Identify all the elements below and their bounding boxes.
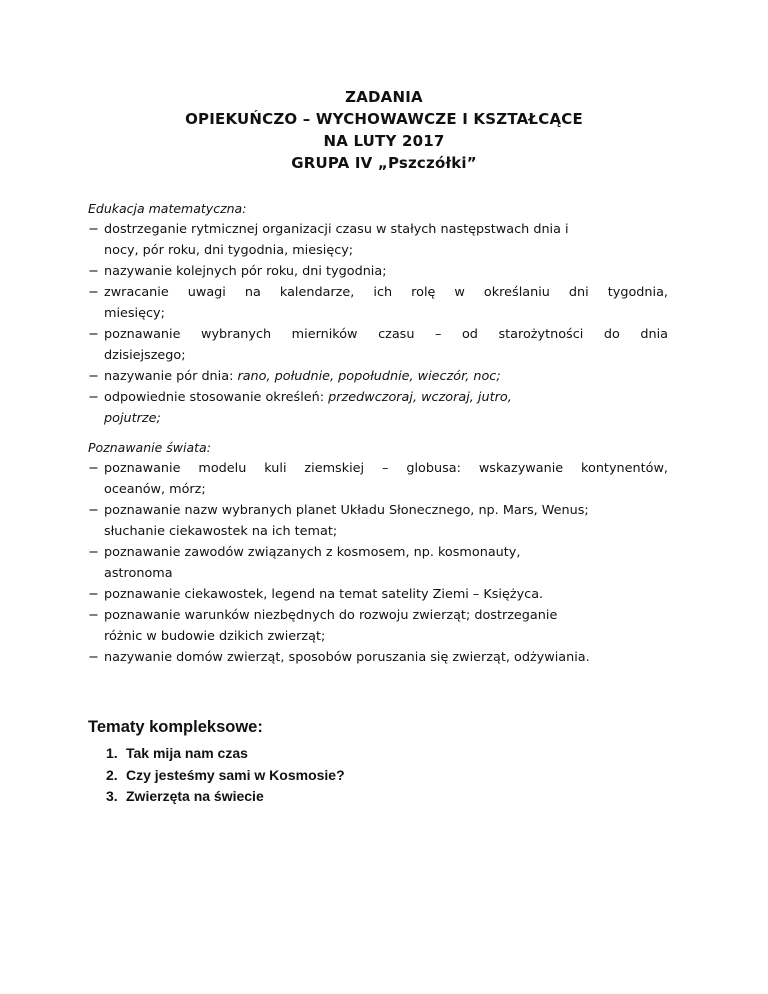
list-item — [88, 366, 668, 387]
dash-bullet: − — [88, 390, 99, 405]
dash-bullet: − — [88, 222, 99, 237]
dash-bullet: − — [88, 327, 99, 342]
item-text: nazywanie pór dnia: — [104, 369, 238, 384]
item-line: nazywanie kolejnych pór roku, dni tygodnia; — [104, 264, 387, 279]
list-item — [88, 647, 668, 668]
topic-number: 2. — [106, 766, 118, 783]
topics-list — [88, 743, 668, 808]
item-line: dzisiejszego; — [104, 348, 186, 363]
item-examples: rano, południe, popołudnie, wieczór, noc; — [237, 369, 501, 384]
dash-bullet: − — [88, 264, 99, 279]
dash-bullet: − — [88, 650, 99, 665]
item-line: nazywanie domów zwierząt, sposobów poruszania się zwierząt, odżywiania. — [104, 650, 590, 665]
header-month: NA LUTY 2017 — [323, 132, 445, 150]
header-title: ZADANIA — [345, 88, 423, 106]
item-line: poznawanie zawodów związanych z kosmosem, np. kosmonauty, — [104, 545, 521, 560]
item-line — [104, 387, 668, 408]
item-line: poznawanie nazw wybranych planet Układu Słonecznego, np. Mars, Wenus; — [104, 503, 589, 518]
topic-number: 3. — [106, 788, 118, 804]
list-item — [88, 387, 668, 429]
list-item — [88, 500, 668, 542]
item-line: dostrzeganie rytmicznej organizacji czasu w stałych następstwach dnia i — [104, 222, 569, 237]
item-text: odpowiednie stosowanie określeń: — [104, 390, 329, 405]
item-line: astronoma — [104, 566, 173, 581]
list-item — [88, 542, 668, 584]
item-examples: pojutrze; — [104, 411, 161, 426]
dash-bullet: − — [88, 545, 99, 560]
item-line: poznawanie wybranych mierników czasu – od starożytności do dnia — [104, 327, 668, 342]
document-header — [0, 86, 768, 174]
world-section — [88, 438, 668, 668]
item-line: zwracanie uwagi na kalendarze, ich rolę w określaniu dni tygodnia, — [104, 285, 668, 300]
topic-item — [106, 786, 668, 808]
list-item — [88, 605, 668, 647]
topics-section — [88, 715, 668, 808]
dash-bullet: − — [88, 587, 99, 602]
item-line: miesięcy; — [104, 306, 165, 321]
item-line: różnic w budowie dzikich zwierząt; — [104, 629, 326, 644]
math-section — [88, 199, 668, 429]
topic-item — [106, 743, 668, 765]
topic-text: Tak mija nam czas — [126, 745, 248, 761]
dash-bullet: − — [88, 503, 99, 518]
topic-item — [106, 765, 668, 787]
item-line: oceanów, mórz; — [104, 482, 206, 497]
dash-bullet: − — [88, 461, 99, 476]
topic-text: Zwierzęta na świecie — [126, 788, 264, 804]
topics-title: Tematy kompleksowe: — [88, 718, 263, 736]
world-item-list — [88, 458, 668, 668]
item-line: słuchanie ciekawostek na ich temat; — [104, 524, 338, 539]
list-item — [88, 219, 668, 261]
list-item — [88, 584, 668, 605]
item-line: poznawanie warunków niezbędnych do rozwoju zwierząt; dostrzeganie — [104, 608, 558, 623]
math-item-list — [88, 219, 668, 429]
math-section-label: Edukacja matematyczna: — [88, 201, 247, 216]
item-line: poznawanie ciekawostek, legend na temat satelity Ziemi – Księżyca. — [104, 587, 544, 602]
item-line — [104, 408, 668, 429]
list-item — [88, 458, 668, 500]
world-section-label: Poznawanie świata: — [88, 440, 211, 455]
header-group: GRUPA IV „Pszczółki” — [291, 154, 477, 172]
topic-text: Czy jesteśmy sami w Kosmosie? — [126, 766, 345, 783]
item-line — [104, 366, 668, 387]
item-examples: przedwczoraj, wczoraj, jutro, — [328, 390, 512, 405]
dash-bullet: − — [88, 608, 99, 623]
dash-bullet: − — [88, 369, 99, 384]
header-subtitle: OPIEKUŃCZO – WYCHOWAWCZE I KSZTAŁCĄCE — [185, 110, 583, 128]
dash-bullet: − — [88, 285, 99, 300]
topic-number: 1. — [106, 745, 118, 761]
list-item — [88, 324, 668, 366]
item-line: poznawanie modelu kuli ziemskiej – globusa: wskazywanie kontynentów, — [104, 461, 668, 476]
list-item — [88, 261, 668, 282]
item-line: nocy, pór roku, dni tygodnia, miesięcy; — [104, 243, 354, 258]
list-item — [88, 282, 668, 324]
